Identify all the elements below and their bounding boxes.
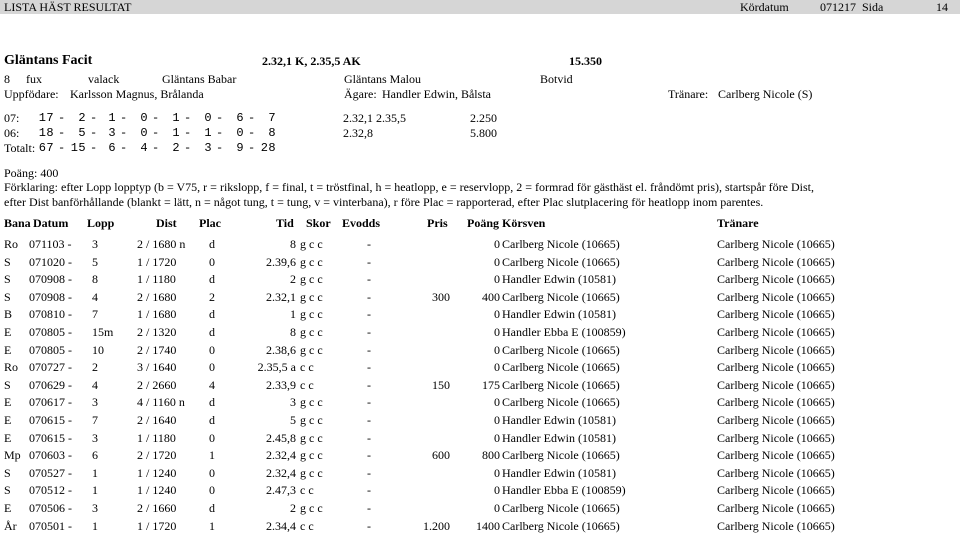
cell-datum: 070512 - [29,483,72,497]
cell-dist: 1 / 1180 [137,431,176,445]
stat-number: 15 [70,141,86,155]
col-evodds: Evodds [342,216,381,230]
report-title: LISTA HÄST RESULTAT [4,0,132,14]
col-tid: Tid [276,216,294,230]
cell-tid: 2 [290,501,296,515]
cell-plac: 0 [209,431,215,445]
cell-dist: 1 / 1720 [137,255,177,269]
cell-bana: B [4,307,13,321]
stat-separator: - [90,111,98,125]
cell-lopp: 3 [92,431,98,445]
cell-evodds: - [367,272,371,286]
col-korsven: Körsven [502,216,546,230]
cell-datum: 070727 - [29,360,72,374]
cell-bana: E [4,413,12,427]
cell-poang: 0 [494,501,500,515]
cell-dist: 4 / 1160 n [137,395,185,409]
stat-label: 07: [4,111,20,125]
stat-number: 6 [236,111,244,125]
cell-skor: g c c [300,237,323,251]
cell-lopp: 5 [92,255,98,269]
breeder-name: Karlsson Magnus, Brålanda [70,87,204,101]
cell-skor: g c c [300,413,323,427]
cell-bana: E [4,431,12,445]
cell-bana: S [4,483,11,497]
cell-tranare: Carlberg Nicole (10665) [717,307,835,321]
cell-korsven: Handler Edwin (10581) [502,431,616,445]
cell-korsven: Handler Edwin (10581) [502,272,616,286]
owner-label: Ägare: [344,87,377,101]
stat-label: Totalt: [4,141,36,155]
cell-tid: 2.32,4 [266,466,296,480]
cell-bana: S [4,290,11,304]
cell-lopp: 8 [92,272,98,286]
cell-lopp: 7 [92,413,98,427]
cell-skor: g c c [300,272,323,286]
cell-plac: 1 [209,519,215,533]
stat-separator: - [90,126,98,140]
cell-tranare: Carlberg Nicole (10665) [717,290,835,304]
col-bana: Bana [4,216,31,230]
cell-lopp: 7 [92,307,98,321]
horse-sex: valack [88,72,120,86]
stat-separator: - [58,141,66,155]
cell-datum: 070805 - [29,325,72,339]
cell-poang: 0 [494,395,500,409]
cell-korsven: Carlberg Nicole (10665) [502,343,620,357]
cell-skor: g c c [300,395,323,409]
cell-skor: g c c [300,325,323,339]
cell-dist: 3 / 1640 [137,360,177,374]
stat-separator: - [58,111,66,125]
stat-number: 0 [204,111,212,125]
cell-tranare: Carlberg Nicole (10665) [717,343,835,357]
cell-lopp: 6 [92,448,98,462]
cell-poang: 0 [494,237,500,251]
col-skor: Skor [306,216,331,230]
cell-tid: 2.38,6 [266,343,296,357]
cell-pris: 1.200 [423,519,450,533]
cell-plac: 2 [209,290,215,304]
kordatum-value: 071217 [820,0,856,14]
horse-breed: fux [26,72,42,86]
horse-age: 8 [4,72,10,86]
cell-dist: 1 / 1240 [137,466,177,480]
cell-dist: 2 / 1680 n [137,237,186,251]
cell-datum: 070603 - [29,448,72,462]
cell-lopp: 2 [92,360,98,374]
cell-tranare: Carlberg Nicole (10665) [717,483,835,497]
cell-korsven: Handler Edwin (10581) [502,466,616,480]
cell-dist: 1 / 1720 [137,519,177,533]
trainer-name: Carlberg Nicole (S) [718,87,813,101]
cell-dist: 2 / 1740 [137,343,177,357]
cell-skor: c c [300,519,314,533]
cell-tid: 2.33,9 [266,378,296,392]
cell-tranare: Carlberg Nicole (10665) [717,325,835,339]
cell-skor: c c [300,360,314,374]
cell-bana: E [4,325,12,339]
cell-korsven: Carlberg Nicole (10665) [502,519,620,533]
cell-tid: 2.35,5 a [257,360,296,374]
cell-skor: c c [300,483,314,497]
cell-bana: S [4,272,11,286]
stat-separator: - [152,111,160,125]
cell-datum: 070805 - [29,343,72,357]
cell-tranare: Carlberg Nicole (10665) [717,272,835,286]
cell-evodds: - [367,413,371,427]
cell-tid: 2 [290,272,296,286]
cell-poang: 0 [494,255,500,269]
cell-korsven: Carlberg Nicole (10665) [502,395,620,409]
cell-skor: g c c [300,431,323,445]
cell-plac: 4 [209,378,215,392]
horse-dam: Gläntans Malou [344,72,421,86]
cell-evodds: - [367,237,371,251]
cell-skor: g c c [300,501,323,515]
cell-tid: 2.34,4 [266,519,296,533]
stat-number: 0 [140,111,148,125]
col-plac: Plac [199,216,221,230]
cell-plac: d [209,237,215,251]
cell-poang: 1400 [476,519,500,533]
stat-number: 0 [236,126,244,140]
stat-separator: - [248,111,256,125]
legend-line-2: efter Dist banförhållande (blankt = lätt, n = något tung, t = tung, v = vinterbana), r före Plac = rapporterad, efter Plac slutplacering för heatlopp inom parentes. [4,195,764,209]
stat-number: 28 [260,141,276,155]
cell-lopp: 15m [92,325,114,339]
cell-evodds: - [367,290,371,304]
stat-number: 2 [172,141,180,155]
cell-datum: 070629 - [29,378,72,392]
cell-lopp: 4 [92,290,98,304]
stat-separator: - [216,126,224,140]
cell-tid: 2.32,4 [266,448,296,462]
stat-separator: - [248,141,256,155]
stat-number: 18 [38,126,54,140]
cell-datum: 071103 - [29,237,72,251]
cell-korsven: Handler Edwin (10581) [502,413,616,427]
cell-lopp: 4 [92,378,98,392]
cell-dist: 2 / 1720 [137,448,177,462]
kordatum-label: Kördatum [740,0,789,14]
cell-evodds: - [367,519,371,533]
cell-evodds: - [367,325,371,339]
stat-record: 2.32,1 2.35,5 [343,111,406,125]
breeder-label: Uppfödare: [4,87,59,101]
horse-dam-sire: Botvid [540,72,573,86]
cell-bana: Ro [4,237,19,251]
cell-tranare: Carlberg Nicole (10665) [717,378,835,392]
stat-separator: - [90,141,98,155]
cell-plac: 0 [209,483,215,497]
cell-dist: 2 / 1320 [137,325,177,339]
stat-number: 7 [268,111,276,125]
cell-datum: 070615 - [29,413,72,427]
cell-lopp: 10 [92,343,104,357]
stat-number: 17 [38,111,54,125]
stat-separator: - [216,111,224,125]
cell-lopp: 1 [92,519,98,533]
sida-value: 14 [936,0,948,14]
report-header-bar [0,0,960,14]
stat-number: 1 [172,111,180,125]
cell-evodds: - [367,466,371,480]
cell-poang: 800 [482,448,500,462]
cell-korsven: Handler Ebba E (100859) [502,325,626,339]
cell-evodds: - [367,307,371,321]
cell-tid: 5 [290,413,296,427]
cell-skor: g c c [300,290,323,304]
cell-bana: S [4,378,11,392]
cell-datum: 070908 - [29,272,72,286]
stat-separator: - [152,141,160,155]
stat-separator: - [184,141,192,155]
cell-tranare: Carlberg Nicole (10665) [717,431,835,445]
stat-number: 1 [108,111,116,125]
cell-evodds: - [367,255,371,269]
cell-skor: g c c [300,466,323,480]
cell-poang: 0 [494,343,500,357]
cell-pris: 150 [432,378,450,392]
stat-separator: - [184,111,192,125]
cell-datum: 070908 - [29,290,72,304]
cell-plac: 0 [209,360,215,374]
stat-separator: - [120,141,128,155]
cell-korsven: Carlberg Nicole (10665) [502,237,620,251]
cell-dist: 2 / 2660 [137,378,177,392]
stat-separator: - [152,126,160,140]
cell-poang: 0 [494,483,500,497]
cell-tranare: Carlberg Nicole (10665) [717,237,835,251]
stat-separator: - [216,141,224,155]
cell-korsven: Carlberg Nicole (10665) [502,290,620,304]
stat-number: 2 [78,111,86,125]
cell-korsven: Carlberg Nicole (10665) [502,501,620,515]
cell-pris: 300 [432,290,450,304]
stat-number: 0 [140,126,148,140]
stat-number: 5 [78,126,86,140]
cell-lopp: 3 [92,237,98,251]
cell-bana: S [4,255,11,269]
cell-skor: c c [300,378,314,392]
cell-korsven: Carlberg Nicole (10665) [502,378,620,392]
stat-number: 4 [140,141,148,155]
cell-dist: 2 / 1660 [137,501,177,515]
cell-tranare: Carlberg Nicole (10665) [717,413,835,427]
cell-poang: 400 [482,290,500,304]
horse-record: 2.32,1 K, 2.35,5 AK [262,54,361,68]
sida-label: Sida [862,0,884,14]
cell-plac: d [209,307,215,321]
stat-number: 3 [108,126,116,140]
cell-tid: 3 [290,395,296,409]
cell-evodds: - [367,378,371,392]
stat-number: 3 [204,141,212,155]
cell-datum: 070506 - [29,501,72,515]
cell-dist: 1 / 1680 [137,307,177,321]
stat-label: 06: [4,126,20,140]
cell-skor: g c c [300,307,323,321]
cell-plac: 0 [209,255,215,269]
horse-points-total: 15.350 [569,54,602,68]
col-tranare: Tränare [717,216,759,230]
col-datum: Datum [33,216,69,230]
cell-lopp: 1 [92,483,98,497]
cell-lopp: 1 [92,466,98,480]
cell-lopp: 3 [92,501,98,515]
cell-korsven: Carlberg Nicole (10665) [502,360,620,374]
cell-dist: 1 / 1180 [137,272,176,286]
cell-poang: 0 [494,466,500,480]
stat-number: 6 [108,141,116,155]
owner-name: Handler Edwin, Bålsta [382,87,491,101]
stat-number: 67 [38,141,54,155]
cell-evodds: - [367,483,371,497]
cell-poang: 0 [494,431,500,445]
stat-separator: - [184,126,192,140]
cell-tid: 8 [290,325,296,339]
cell-tranare: Carlberg Nicole (10665) [717,519,835,533]
cell-skor: g c c [300,448,323,462]
cell-tid: 2.39,6 [266,255,296,269]
cell-bana: Ro [4,360,19,374]
cell-bana: Mp [4,448,21,462]
cell-evodds: - [367,431,371,445]
cell-bana: E [4,395,12,409]
cell-evodds: - [367,395,371,409]
cell-poang: 0 [494,360,500,374]
cell-plac: d [209,413,215,427]
cell-tid: 1 [290,307,296,321]
col-dist: Dist [156,216,177,230]
cell-evodds: - [367,343,371,357]
cell-evodds: - [367,360,371,374]
cell-plac: d [209,395,215,409]
cell-bana: År [4,519,17,533]
stat-number: 9 [236,141,244,155]
cell-plac: 0 [209,466,215,480]
cell-tranare: Carlberg Nicole (10665) [717,501,835,515]
cell-datum: 071020 - [29,255,72,269]
cell-skor: g c c [300,255,323,269]
cell-bana: E [4,501,12,515]
stat-separator: - [58,126,66,140]
cell-datum: 070615 - [29,431,72,445]
stat-number: 1 [204,126,212,140]
stat-number: 1 [172,126,180,140]
cell-dist: 1 / 1240 [137,483,177,497]
trainer-label: Tränare: [668,87,709,101]
cell-tranare: Carlberg Nicole (10665) [717,448,835,462]
cell-poang: 0 [494,307,500,321]
cell-evodds: - [367,448,371,462]
cell-poang: 0 [494,325,500,339]
cell-datum: 070810 - [29,307,72,321]
cell-tranare: Carlberg Nicole (10665) [717,466,835,480]
cell-dist: 2 / 1640 [137,413,177,427]
cell-tid: 2.32,1 [266,290,296,304]
cell-datum: 070527 - [29,466,72,480]
stat-separator: - [248,126,256,140]
cell-plac: d [209,272,215,286]
horse-sire: Gläntans Babar [162,72,237,86]
cell-bana: E [4,343,12,357]
cell-tranare: Carlberg Nicole (10665) [717,360,835,374]
horse-name: Gläntans Facit [4,53,93,68]
col-lopp: Lopp [87,216,115,230]
cell-korsven: Handler Edwin (10581) [502,307,616,321]
col-pris: Pris [427,216,448,230]
cell-datum: 070501 - [29,519,72,533]
cell-tid: 2.45,8 [266,431,296,445]
cell-tranare: Carlberg Nicole (10665) [717,255,835,269]
cell-dist: 2 / 1680 [137,290,177,304]
cell-tid: 2.47,3 [266,483,296,497]
cell-korsven: Handler Ebba E (100859) [502,483,626,497]
stat-earnings: 2.250 [470,111,497,125]
cell-plac: 1 [209,448,215,462]
cell-pris: 600 [432,448,450,462]
cell-bana: S [4,466,11,480]
stat-number: 8 [268,126,276,140]
cell-poang: 0 [494,413,500,427]
cell-plac: 0 [209,343,215,357]
cell-evodds: - [367,501,371,515]
stat-earnings: 5.800 [470,126,497,140]
col-poang: Poäng [467,216,500,230]
cell-korsven: Carlberg Nicole (10665) [502,255,620,269]
cell-poang: 0 [494,272,500,286]
stat-record: 2.32,8 [343,126,373,140]
cell-poang: 175 [482,378,500,392]
cell-plac: d [209,325,215,339]
poang-line: Poäng: 400 [4,166,59,180]
cell-datum: 070617 - [29,395,72,409]
cell-lopp: 3 [92,395,98,409]
cell-skor: g c c [300,343,323,357]
cell-korsven: Carlberg Nicole (10665) [502,448,620,462]
legend-line-1: Förklaring: efter Lopp lopptyp (b = V75, r = rikslopp, f = final, t = tröstfinal, h = heatlopp, e = reservlopp, 2 = formrad för gästhäst el. fråndömt pris), startspår före Dist, [4,180,814,194]
cell-tranare: Carlberg Nicole (10665) [717,395,835,409]
cell-tid: 8 [290,237,296,251]
stat-separator: - [120,126,128,140]
cell-plac: d [209,501,215,515]
stat-separator: - [120,111,128,125]
